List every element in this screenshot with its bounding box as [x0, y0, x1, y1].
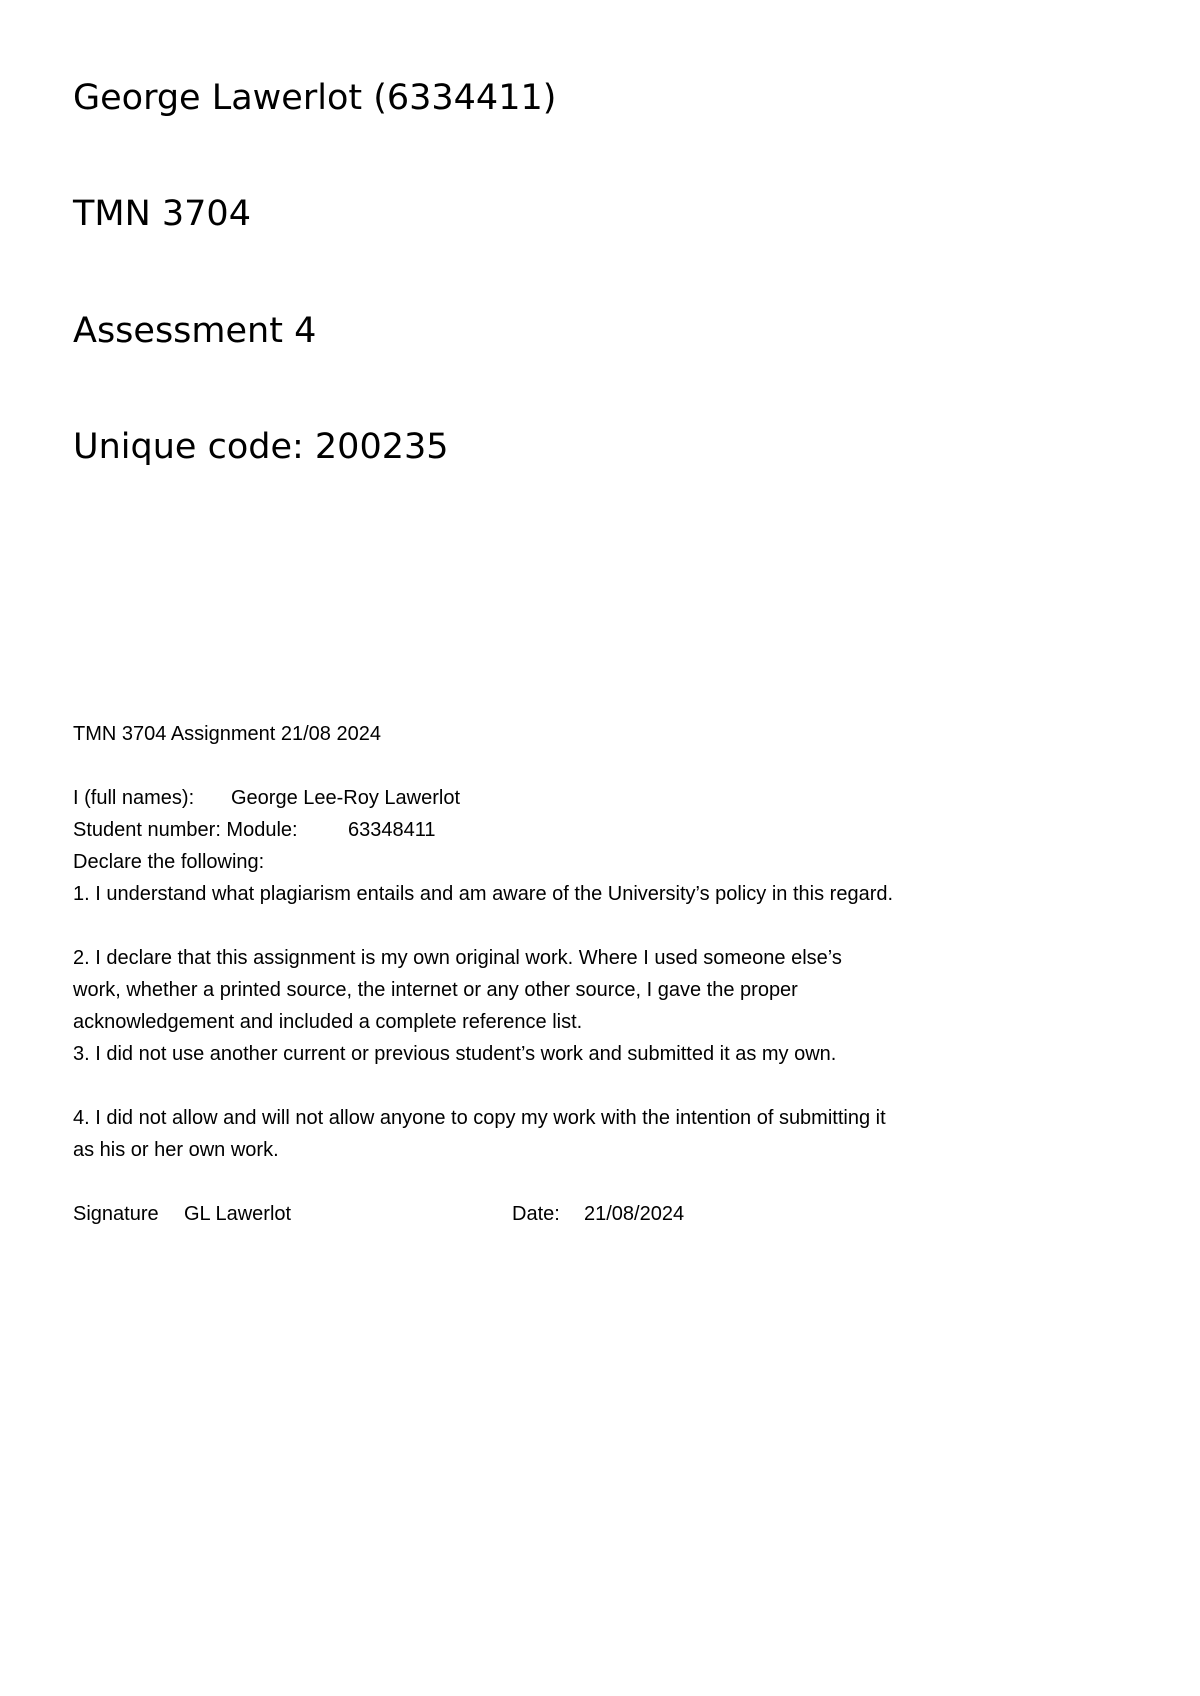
declare-line: Declare the following: — [73, 851, 265, 873]
student-name-title: George Lawerlot (6334411) — [73, 78, 557, 118]
date-label: Date: — [512, 1203, 560, 1225]
declaration-item-2-line: work, whether a printed source, the internet or any other source, I gave the proper — [73, 979, 798, 1001]
declaration-item-4 — [73, 1102, 1073, 1166]
assessment-title: Assessment 4 — [73, 311, 317, 351]
student-number-value: 63348411 — [348, 819, 436, 841]
declaration-item-3: 3. I did not use another current or previous student’s work and submitted it as my own. — [73, 1043, 837, 1065]
declaration-item-2-line: acknowledgement and included a complete reference list. — [73, 1011, 583, 1033]
declaration-heading: TMN 3704 Assignment 21/08 2024 — [73, 723, 381, 745]
full-names-label: I (full names): — [73, 787, 195, 809]
signature-value: GL Lawerlot — [184, 1203, 292, 1225]
date-value: 21/08/2024 — [584, 1203, 685, 1225]
declaration-item-4-line: as his or her own work. — [73, 1139, 279, 1161]
full-names-value: George Lee-Roy Lawerlot — [231, 787, 461, 809]
module-code-title: TMN 3704 — [73, 194, 251, 234]
declaration-item-4-line: 4. I did not allow and will not allow anyone to copy my work with the intention of submitting it — [73, 1107, 886, 1129]
declaration-item-2-line: 2. I declare that this assignment is my own original work. Where I used someone else’s — [73, 947, 842, 969]
declaration-item-2 — [73, 942, 1073, 1038]
full-names-row — [73, 782, 460, 814]
student-number-row — [73, 814, 436, 846]
declaration-item-1: 1. I understand what plagiarism entails and am aware of the University’s policy in this regard. — [73, 883, 894, 905]
signature-row — [73, 1198, 684, 1230]
unique-code-title: Unique code: 200235 — [73, 427, 449, 467]
signature-label: Signature — [73, 1203, 159, 1225]
student-number-label: Student number: Module: — [73, 819, 298, 841]
